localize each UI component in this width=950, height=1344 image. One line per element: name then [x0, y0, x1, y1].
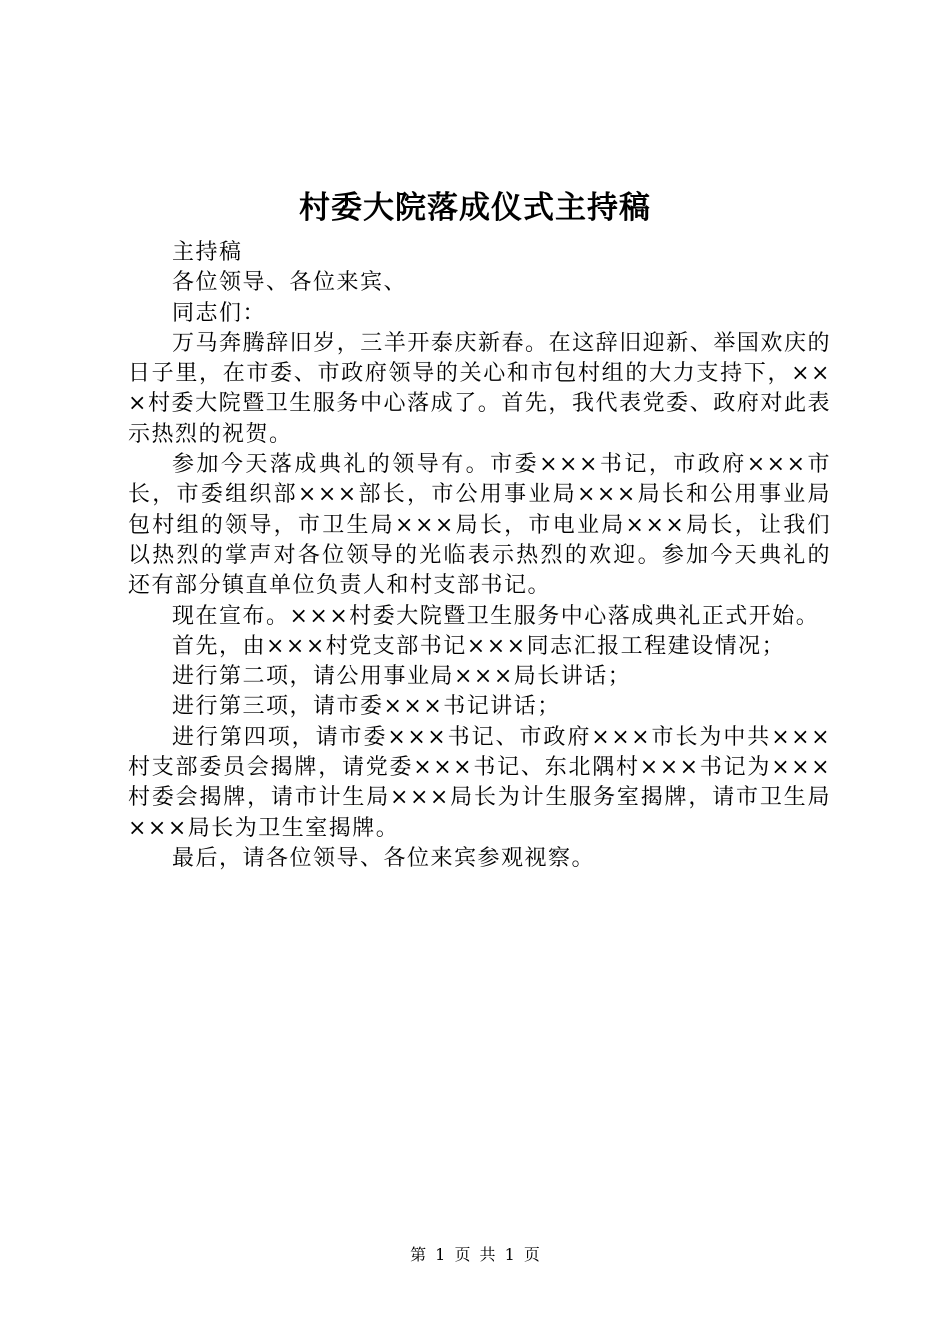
paragraph-salutation: 各位领导、各位来宾、: [172, 270, 408, 296]
page-footer: 第 1 页 共 1 页: [410, 1245, 540, 1264]
paragraph-salutation-2: 同志们：: [172, 300, 267, 326]
document-body: [128, 238, 831, 874]
paragraph-item-1: 首先，由×××村党支部书记×××同志汇报工程建设情况；: [172, 633, 786, 659]
paragraph-attendees: 参加今天落成典礼的领导有。市委×××书记，市政府×××市长，市委组织部×××部长，市公用事业局×××局长和公用事业局包村组的领导，市卫生局×××局长，市电业局×××局长，让我们以热烈的掌声对各位领导的光临表示热烈的欢迎。参加今天典礼的还有部分镇直单位负责人和村支部书记。: [128, 452, 831, 599]
paragraph-announcement: 现在宣布。×××村委大院暨卫生服务中心落成典礼正式开始。: [172, 603, 820, 629]
document-title: 村委大院落成仪式主持稿: [299, 190, 651, 226]
paragraph-heading: 主持稿: [172, 240, 243, 265]
paragraph-closing: 最后，请各位领导、各位来宾参观视察。: [172, 845, 596, 871]
paragraph-item-2: 进行第二项，请公用事业局×××局长讲话；: [172, 664, 632, 690]
paragraph-item-3: 进行第三项，请市委×××书记讲话；: [172, 694, 561, 720]
paragraph-opening: 万马奔腾辞旧岁，三羊开泰庆新春。在这辞旧迎新、举国欢庆的日子里，在市委、市政府领导的关心和市包村组的大力支持下，×××村委大院暨卫生服务中心落成了。首先，我代表党委、政府对此表示热烈的祝贺。: [128, 330, 831, 447]
paragraph-item-4: 进行第四项，请市委×××书记、市政府×××市长为中共×××村支部委员会揭牌，请党委×××书记、东北隅村×××书记为×××村委会揭牌，请市计生局×××局长为计生服务室揭牌，请市卫生局×××局长为卫生室揭牌。: [128, 724, 831, 841]
